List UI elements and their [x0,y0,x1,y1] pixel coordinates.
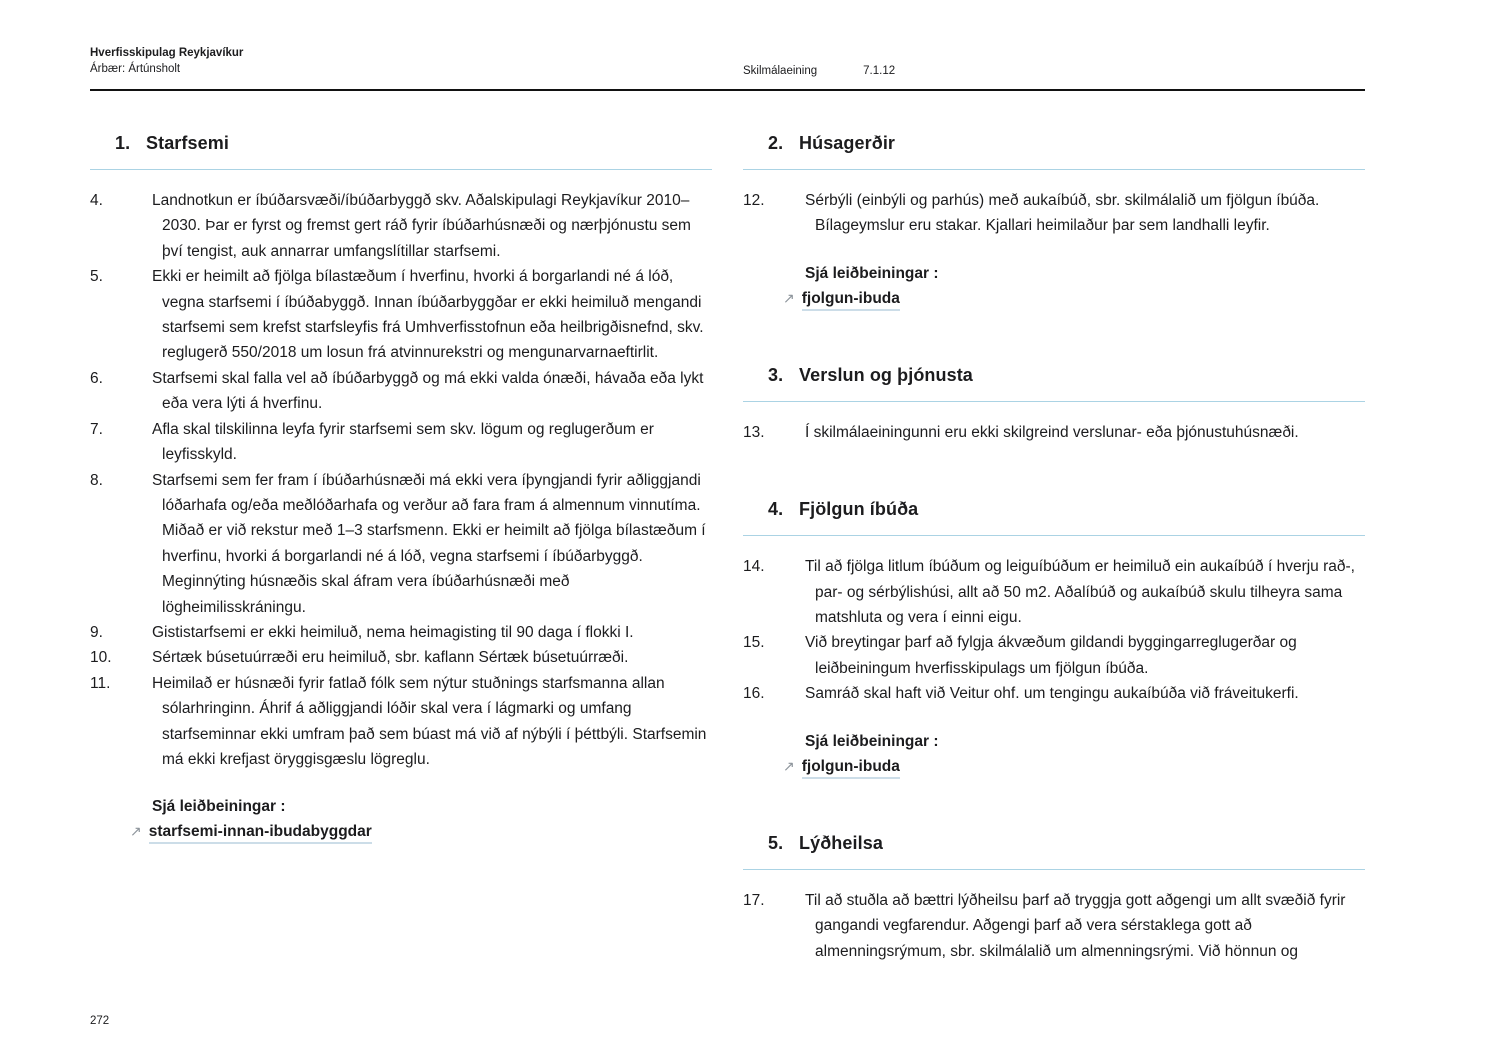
section-divider [90,169,712,170]
list-item [90,671,712,773]
item-list [90,188,712,772]
guidance-link[interactable]: fjolgun-ibuda [802,758,900,779]
section-divider [743,535,1365,536]
item-text: Í skilmálaeiningunni eru ekki skilgreind verslunar- eða þjónustuhúsnæði. [805,423,1299,441]
guidance-link-row [783,758,1365,779]
header-rule [90,89,1365,91]
section-verslun-og-thjonusta [743,365,1365,445]
header-meta [743,65,1365,77]
item-text: Heimilað er húsnæði fyrir fatlað fólk sem nýtur stuðnings starfsmanna allan sólarhringinn. Áhrif á aðliggjandi lóðir skal vera í lágmarki og umfang starfseminnar ekki umfram það sem búast má við af nýbýli í þéttbýli. Starfsemin má ekki krefjast öryggisgæslu lögreglu. [152,674,707,768]
list-item [90,417,712,468]
item-number: 13. [743,423,765,441]
section-starfsemi [90,133,712,844]
left-column [90,133,712,844]
section-lydheilsa [743,833,1365,964]
list-item [90,645,712,670]
external-link-icon: ↗ [783,757,795,774]
item-number: 14. [743,558,765,576]
item-text: Starfsemi skal falla vel að íbúðarbyggð og má ekki valda ónæði, hávaða eða lykt eða vera lýti á hverfinu. [152,369,704,413]
guidance-label: Sjá leiðbeiningar : [805,264,939,282]
header-title: Hverfisskipulag Reykjavíkur [90,47,244,59]
item-list [743,888,1365,964]
item-number: 16. [743,685,765,703]
item-text: Til að stuðla að bættri lýðheilsu þarf að tryggja gott aðgengi um allt svæðið fyrir gangandi vegfarendur. Aðgengi þarf að vera sérstaklega gott að almenningsrýmum, sbr. skilmálalið um almenningsrými. Við hönnun og [805,891,1346,960]
guidance-link[interactable]: fjolgun-ibuda [802,290,900,311]
item-text: Afla skal tilskilinna leyfa fyrir starfsemi sem skv. lögum og reglugerðum er leyfisskyld. [152,420,654,464]
section-heading [90,133,712,154]
header-left [90,46,712,77]
section-divider [743,401,1365,402]
header-meta-value: 7.1.12 [863,65,896,78]
page-footer [90,1015,1365,1027]
page-number: 272 [90,1015,110,1027]
section-number: 2. [768,133,784,154]
section-fjolgun-ibuda [743,499,1365,778]
item-list [743,188,1365,239]
item-number: 6. [90,369,103,387]
section-divider [743,169,1365,170]
item-text: Gististarfsemi er ekki heimiluð, nema heimagisting til 90 daga í flokki I. [152,623,634,641]
item-text: Landnotkun er íbúðarsvæði/íbúðarbyggð skv. Aðalskipulagi Reykjavíkur 2010–2030. Þar er fyrst og fremst gert ráð fyrir íbúðarhúsnæði og nærþjónustu sem því tengist, auk annarrar umfangslítillar starfsemi. [152,192,691,260]
item-number: 5. [90,268,103,286]
list-item [90,188,712,264]
list-item [743,888,1365,964]
external-link-icon: ↗ [130,823,142,840]
item-number: 9. [90,623,103,641]
guidance-link-row [783,290,1365,311]
section-husagerdir [743,133,1365,311]
item-text: Samráð skal haft við Veitur ohf. um tengingu aukaíbúða við fráveitukerfi. [805,685,1299,703]
item-number: 12. [743,192,765,210]
list-item [743,681,1365,706]
guidance-link-row [130,823,712,844]
list-item [743,188,1365,239]
item-text: Til að fjölga litlum íbúðum og leiguíbúðum er heimiluð ein aukaíbúð í hverju rað-, par- og sérbýlishúsi, allt að 50 m2. Aðalíbúð og aukaíbúð skulu tilheyra sama matshluta og vera í einni eigu. [805,558,1355,627]
list-item [743,420,1365,445]
section-number: 5. [768,832,784,853]
list-item [90,366,712,417]
item-list [743,420,1365,445]
list-item [743,630,1365,681]
section-heading [743,133,1365,154]
guidance-label: Sjá leiðbeiningar : [152,798,286,816]
item-text: Ekki er heimilt að fjölga bílastæðum í hverfinu, hvorki á borgarlandi né á lóð, vegna starfsemi í íbúðabyggð. Innan íbúðarbyggðar er ekki heimiluð mengandi starfsemi sem krefst starfsleyfis frá Umhverfisstofnun eða heilbrigðisnefnd, skv. reglugerð 550/2018 um losun frá atvinnurekstri og mengunarvarnaeftirlit. [152,268,704,362]
header-meta-label: Skilmálaeining [743,65,818,78]
section-heading [743,365,1365,386]
external-link-icon: ↗ [783,289,795,306]
item-number: 8. [90,471,103,489]
guidance-block [90,798,712,844]
guidance-block [743,265,1365,311]
item-number: 15. [743,634,765,652]
list-item [90,620,712,645]
guidance-block [743,733,1365,779]
section-number: 3. [768,364,784,385]
item-text: Starfsemi sem fer fram í íbúðarhúsnæði má ekki vera íþyngjandi fyrir aðliggjandi lóðarhafa og/eða meðlóðarhafa og verður að fara fram á almennum vinnutíma. Miðað er við rekstur með 1–3 starfsmenn. Ekki er heimilt að fjölga bílastæðum í hverfinu, hvorki á borgarlandi né á lóð, vegna starfsemi í íbúðarbyggð. Meginnýting húsnæðis skal áfram vera íbúðarhúsnæði með lögheimilisskráningu. [152,471,706,616]
section-title: Lýðheilsa [799,832,883,853]
section-heading [743,833,1365,854]
section-number: 4. [768,499,784,520]
item-text: Sértæk búsetuúrræði eru heimiluð, sbr. kaflann Sértæk búsetuúrræði. [152,649,629,667]
item-text: Við breytingar þarf að fylgja ákvæðum gildandi byggingarreglugerðar og leiðbeiningum hverfisskipulags um fjölgun íbúða. [805,634,1297,677]
section-divider [743,869,1365,870]
right-column [743,133,1365,964]
guidance-label: Sjá leiðbeiningar : [805,732,939,750]
list-item [90,264,712,366]
item-list [743,554,1365,706]
content-columns [90,133,1365,964]
section-title: Fjölgun íbúða [799,499,919,520]
section-title: Starfsemi [146,133,229,154]
list-item [743,554,1365,630]
header-subtitle: Árbær: Ártúnsholt [90,62,181,75]
section-heading [743,499,1365,520]
item-number: 11. [90,674,111,692]
list-item [90,468,712,620]
item-text: Sérbýli (einbýli og parhús) með aukaíbúð, sbr. skilmálalið um fjölgun íbúða. Bílageymslur eru stakar. Kjallari heimilaður þar sem landhalli leyfir. [805,192,1320,235]
item-number: 10. [90,649,112,667]
guidance-link[interactable]: starfsemi-innan-ibudabyggdar [149,823,372,844]
item-number: 4. [90,192,103,210]
section-title: Húsagerðir [799,133,896,154]
section-number: 1. [115,133,131,154]
item-number: 7. [90,420,103,438]
item-number: 17. [743,891,765,909]
page-header [90,46,1365,77]
section-title: Verslun og þjónusta [799,364,973,385]
